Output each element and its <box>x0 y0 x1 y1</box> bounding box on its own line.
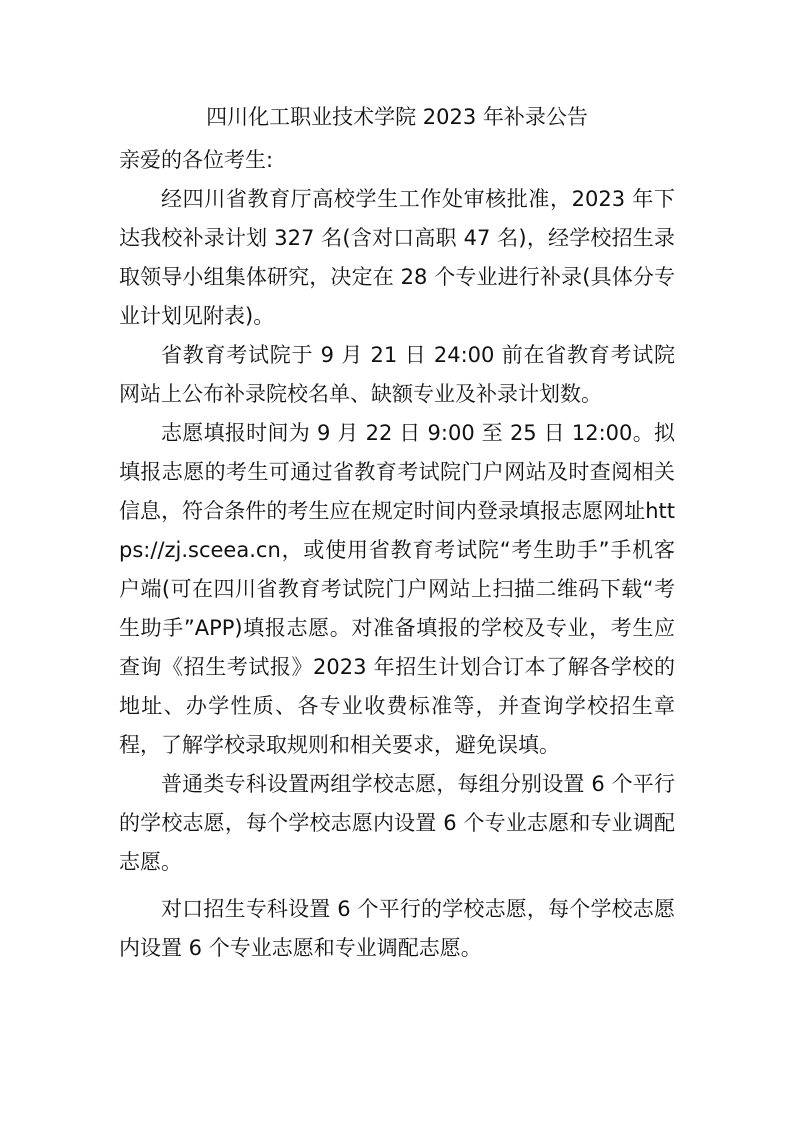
paragraph-vocational-category: 对口招生专科设置 6 个平行的学校志愿，每个学校志愿内设置 6 个专业志愿和专业调配志愿。 <box>119 897 675 960</box>
document-body <box>119 141 675 968</box>
paragraph-approval: 经四川省教育厅高校学生工作处审核批准，2023 年下达我校补录计划 327 名(含对口高职 47 名)，经学校招生录取领导小组集体研究，决定在 28 个专业进行补录(具体分专业计划见附表)。 <box>119 187 675 328</box>
salutation: 亲爱的各位考生: <box>119 148 274 172</box>
document-title: 四川化工职业技术学院 2023 年补录公告 <box>206 105 588 129</box>
paragraph-application-time: 志愿填报时间为 9 月 22 日 9:00 至 25 日 12:00。拟填报志愿的考生可通过省教育考试院门户网站及时查阅相关信息，符合条件的考生应在规定时间内登录填报志愿网址https://zj.sceea.cn，或使用省教育考试院“考生助手”手机客户端(可在四川省教育考试院门户网站上扫描二维码下载“考生助手”APP)填报志愿。对准备填报的学校及专业，考生应查询《招生考试报》2023 年招生计划合订本了解各学校的地址、办学性质、各专业收费标准等，并查询学校招生章程，了解学校录取规则和相关要求，避免误填。 <box>119 421 675 757</box>
paragraph-general-category: 普通类专科设置两组学校志愿，每组分别设置 6 个平行的学校志愿，每个学校志愿内设置 6 个专业志愿和专业调配志愿。 <box>119 772 675 874</box>
paragraph-announcement: 省教育考试院于 9 月 21 日 24:00 前在省教育考试院网站上公布补录院校名单、缺额专业及补录计划数。 <box>119 343 675 406</box>
